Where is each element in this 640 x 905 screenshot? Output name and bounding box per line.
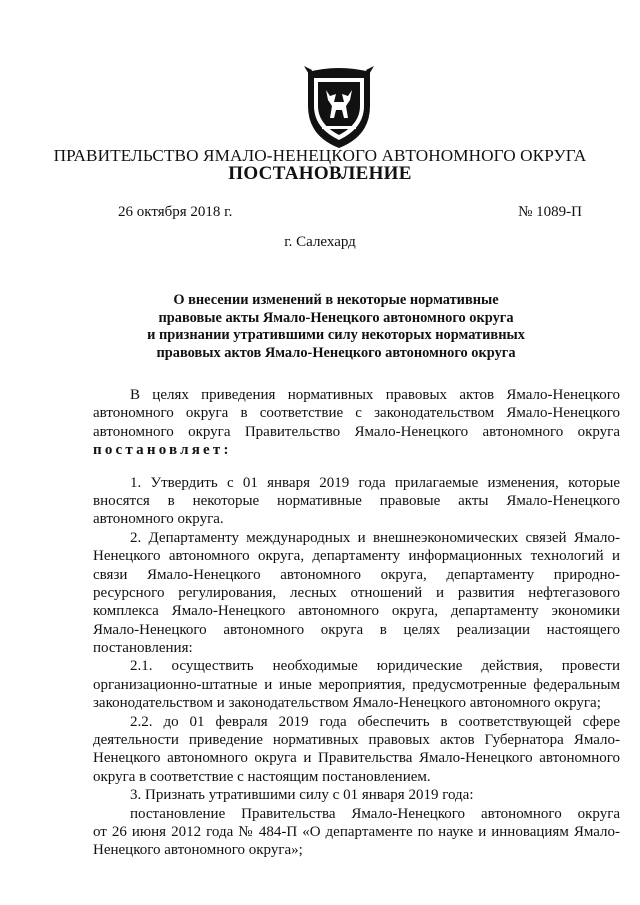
title-line: правовые акты Ямало-Ненецкого автономного округа bbox=[158, 309, 514, 326]
coat-of-arms-emblem bbox=[300, 66, 378, 150]
resolves-word: постановляет: bbox=[93, 442, 232, 459]
paragraph-2-line: связи Ямало-Ненецкого автономного округа, департаменту природно- bbox=[93, 566, 620, 583]
document-type: ПОСТАНОВЛЕНИЕ bbox=[228, 163, 412, 184]
document-date: 26 октября 2018 г. bbox=[118, 204, 233, 220]
preamble-line: автономного округа в соответствие с законодательством Ямало-Ненецкого bbox=[93, 405, 620, 422]
preamble-line: В целях приведения нормативных правовых актов Ямало-Ненецкого bbox=[130, 387, 620, 403]
paragraph-2-line: Ненецкого автономного округа, департаменту информационных технологий и bbox=[93, 548, 620, 565]
organization-name: ПРАВИТЕЛЬСТВО ЯМАЛО-НЕНЕЦКОГО АВТОНОМНОГО ОКРУГА bbox=[53, 146, 587, 165]
document-city: г. Салехард bbox=[284, 234, 356, 250]
document-number: № 1089-П bbox=[518, 204, 582, 220]
paragraph-2-1-line: законодательством и законодательством Ямало-Ненецкого автономного округа; bbox=[93, 695, 601, 712]
paragraph-1-line: 1. Утвердить с 01 января 2019 года прилагаемые изменения, которые bbox=[130, 474, 620, 491]
paragraph-2-2-line: Ненецкого автономного округа и Правительства Ямало-Ненецкого автономного bbox=[93, 750, 620, 767]
paragraph-1-line: вносятся в некоторые нормативные правовые акты Ямало-Ненецкого bbox=[93, 492, 620, 509]
paragraph-3-item-line: постановление Правительства Ямало-Ненецкого автономного округа bbox=[130, 805, 620, 822]
paragraph-2-line: комплекса Ямало-Ненецкого автономного округа, департаменту экономики bbox=[93, 603, 620, 620]
paragraph-2-2-line: округа в соответствие с настоящим постановлением. bbox=[93, 768, 431, 785]
document-title bbox=[90, 292, 582, 362]
title-line: правовых актов Ямало-Ненецкого автономного округа bbox=[156, 344, 516, 361]
paragraph-2-1-line: 2.1. осуществить необходимые юридические действия, провести bbox=[130, 658, 620, 675]
paragraph-1-line: автономного округа. bbox=[93, 511, 224, 528]
title-line: и признании утратившими силу некоторых нормативных bbox=[147, 327, 525, 343]
paragraph-3-line: 3. Признать утратившими силу с 01 января 2019 года: bbox=[130, 787, 474, 804]
paragraph-2-line: Ямало-Ненецкого автономного округа в целях реализации настоящего bbox=[93, 621, 620, 638]
paragraph-2-1-line: организационно-штатные и иные мероприятия, предусмотренные федеральным bbox=[93, 676, 620, 693]
paragraph-2-2-line: 2.2. до 01 февраля 2019 года обеспечить в соответствующей сфере bbox=[130, 713, 620, 730]
title-line: О внесении изменений в некоторые нормативные bbox=[173, 292, 499, 308]
paragraph-2-line: постановления: bbox=[93, 640, 193, 657]
paragraph-2-line: ресурсного регулирования, лесных отношений и развития нефтегазового bbox=[93, 584, 620, 601]
paragraph-3-item-line: Ненецкого автономного округа»; bbox=[93, 842, 303, 859]
paragraph-2-2-line: деятельности приведение нормативных правовых актов Губернатора Ямало- bbox=[93, 732, 620, 749]
paragraph-2-line: 2. Департаменту международных и внешнеэкономических связей Ямало- bbox=[130, 529, 620, 546]
document-body bbox=[93, 386, 620, 860]
paragraph-3-item-line: от 26 июня 2012 года № 484-П «О департаменте по науке и инновациям Ямало- bbox=[93, 823, 620, 840]
preamble-line: автономного округа Правительство Ямало-Ненецкого автономного округа bbox=[93, 423, 620, 440]
